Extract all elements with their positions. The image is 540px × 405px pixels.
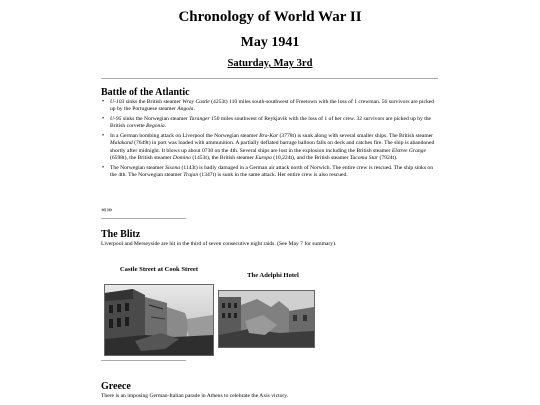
vessel-name: Begonia <box>146 123 165 130</box>
page-title: Chronology of World War II <box>178 9 362 25</box>
vessel-name: Tacoma Star <box>349 154 379 161</box>
photo-adelphi-hotel <box>218 290 315 348</box>
photo-caption-castle-street: Castle Street at Cook Street <box>119 266 199 273</box>
section-heading-blitz: The Blitz <box>101 229 141 240</box>
atlantic-list <box>101 99 437 179</box>
vessel-name: Europa <box>255 154 272 161</box>
text-run: sinks the Norwegian steamer <box>121 116 190 123</box>
text-run: (4253t) 110 miles south-southwest of Freetown with the loss of 1 crewman. 56 survivors are picked up by the Portuguese steamer <box>110 99 435 113</box>
text-run: 150 miles southwest of Reykjavik with the loss of 1 of her crew. 32 survivors are picked up by the British corvette <box>110 116 432 130</box>
text-run: (3778t) is sunk along with several smaller ships. The British steamer <box>278 133 434 140</box>
atlantic-item-text <box>110 116 431 129</box>
nav-last-button[interactable]: » <box>108 205 112 214</box>
vessel-name: Angola <box>177 106 194 113</box>
text-run: (7649t) in port was loaded with ammunition. A partially deflated barrage balloon falls on deck and catches fire. The ship is abandoned shortly after midnight. It blows up about 0730 on the 4th. Several ships are lost in the explosion including the British steamer <box>110 140 435 154</box>
vessel-name: Wray Castle <box>182 99 210 105</box>
atlantic-item <box>101 133 437 161</box>
nav-next-button[interactable]: › <box>106 205 109 214</box>
section-heading-greece: Greece <box>101 381 131 392</box>
vessel-name: Elstree Grange <box>391 147 426 154</box>
atlantic-item <box>101 165 437 179</box>
vessel-name: U-95 <box>110 116 122 123</box>
text-run: (7924t). <box>378 154 398 161</box>
divider-short-2 <box>101 360 186 361</box>
text-run: . <box>193 106 195 113</box>
vessel-name: Trajan <box>183 171 199 178</box>
vessel-name: Sisona <box>165 164 181 171</box>
blitz-text: Liverpool and Merseyside are hit in the third of seven consecutive night raids. (See May 7 for summary). <box>101 241 337 247</box>
date-heading: Saturday, May 3rd <box>227 58 313 69</box>
text-run: (1143t) is badly damaged in a German air attack north of Norwich. The entire crew is rescued. The ship sinks on the 4th. The Norwegian steamer <box>110 164 434 178</box>
photo-castle-street <box>104 284 214 356</box>
divider-short <box>101 218 186 219</box>
atlantic-item <box>101 116 437 130</box>
vessel-name: Bra-Kar <box>259 133 279 140</box>
nav-first-button[interactable]: « <box>101 205 104 214</box>
photo-caption-adelphi-hotel: The Adelphi Hotel <box>247 272 299 279</box>
atlantic-item-text <box>110 133 434 160</box>
vessel-name: Domino <box>172 154 191 161</box>
vessel-name: Malakand <box>110 140 133 147</box>
vessel-name: Taranger <box>189 116 210 123</box>
atlantic-item-text <box>110 99 434 112</box>
month-heading: May 1941 <box>240 35 300 50</box>
atlantic-item-text <box>110 165 433 178</box>
text-run: sinks the British steamer <box>124 99 183 105</box>
nav-arrows-atlantic <box>101 205 111 214</box>
vessel-name: U-103 <box>110 99 125 105</box>
text-run: In a German bombing attack on Liverpool the Norwegian steamer <box>110 133 260 140</box>
text-run: (6598t), the British steamer <box>110 154 173 161</box>
nav-prev-button[interactable]: ‹ <box>104 205 106 214</box>
text-run: (10,224t), and the British steamer <box>271 154 350 161</box>
text-run: (1453t), the British steamer <box>190 154 256 161</box>
divider-top <box>101 78 438 79</box>
text-run: The Norwegian steamer <box>110 164 166 171</box>
text-run: . <box>164 123 167 130</box>
section-heading-atlantic: Battle of the Atlantic <box>101 87 190 98</box>
text-run: (1347t) is sunk in the same attack. Her entire crew is also rescued. <box>198 171 348 178</box>
atlantic-item <box>101 99 437 113</box>
greece-text: There is an imposing German-Italian parade in Athens to celebrate the Axis victory. <box>101 393 289 399</box>
